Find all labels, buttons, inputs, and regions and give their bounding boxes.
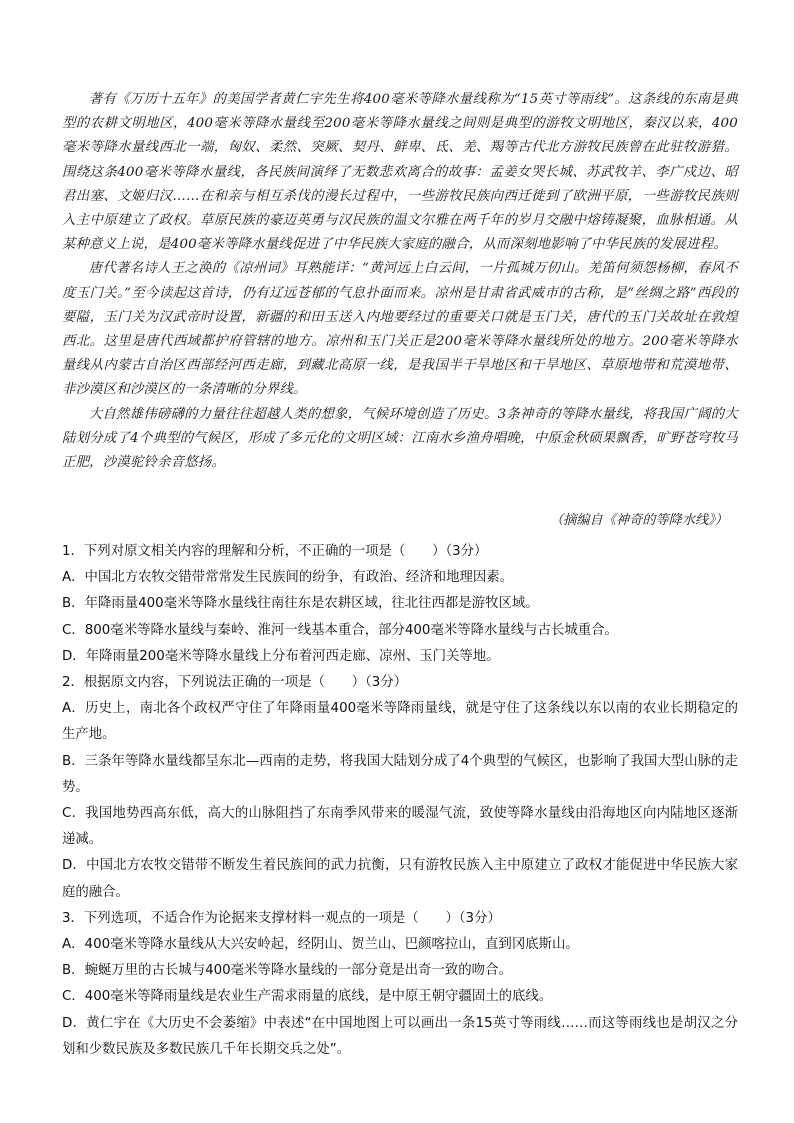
option-c: C．我国地势西高东低，高大的山脉阻挡了东南季风带来的暖湿气流，致使等降水量线由沿海地区向内陆地区逐渐递减。 [62, 806, 738, 848]
question-stem: 2．根据原文内容，下列说法正确的一项是（ ）（3分） [62, 675, 408, 691]
option-c: C．400毫米等降雨量线是农业生产需求雨量的底线，是中原王朝守疆固土的底线。 [62, 989, 553, 1005]
reading-passage [62, 88, 738, 475]
passage-paragraph-2: 唐代著名诗人王之涣的《凉州词》耳熟能详：“黄河远上白云间，一片孤城万仞山。羌笛何须怨杨柳，春风不度玉门关。”至今读起这首诗，仍有辽远苍郁的气息扑面而来。凉州是甘肃省武威市的古称，是“丝绸之路”西段的要隘，玉门关为汉武帝时设置，新疆的和田玉送入内地要经过的重要关口就是玉门关，唐代的玉门关故址在敦煌西北。这里是唐代西域都护府管辖的地方。凉州和玉门关正是200毫米等降水量线所处的地方。200毫米等降水量线从内蒙古自治区西部经河西走廊，到藏北高原一线，是我国半干旱地区和干旱地区、草原地带和荒漠地带、非沙漠区和沙漠区的一条清晰的分界线。 [62, 261, 738, 398]
option-d: D．中国北方农牧交错带不断发生着民族间的武力抗衡，只有游牧民族入主中原建立了政权才能促进中华民族大家庭的融合。 [62, 858, 738, 900]
option-a: A．400毫米等降水量线从大兴安岭起，经阴山、贺兰山、巴颜喀拉山，直到冈底斯山。 [62, 937, 579, 953]
option-b: B．蜿蜒万里的古长城与400毫米等降水量线的一部分竟是出奇一致的吻合。 [62, 963, 512, 979]
option-a: A．历史上，南北各个政权严守住了年降雨量400毫米等降雨量线，就是守住了这条线以东以南的农业长期稳定的生产地。 [62, 701, 738, 743]
option-b: B．三条年等降水量线都呈东北—西南的走势，将我国大陆划分成了4个典型的气候区，也影响了我国大型山脉的走势。 [62, 753, 738, 795]
option-a: A．中国北方农牧交错带常常发生民族间的纷争，有政治、经济和地理因素。 [62, 570, 514, 586]
passage-paragraph-3: 大自然雄伟磅礴的力量往往超越人类的想象，气候环境创造了历史。3条神奇的等降水量线，将我国广阔的大陆划分成了4个典型的气候区，形成了多元化的文明区域：江南水乡渔舟唱晚，中原金秋硕果飘香，旷野苍穹牧马正肥，沙漠驼铃余音悠扬。 [62, 406, 738, 471]
option-b: B．年降雨量400毫米等降水量线往南往东是农耕区域，往北往西都是游牧区域。 [62, 596, 539, 612]
option-d: D．年降雨量200毫米等降水量线上分布着河西走廊、凉州、玉门关等地。 [62, 648, 500, 664]
question-1 [62, 539, 738, 670]
option-d: D．黄仁宇在《大历史不会萎缩》中表述“在中国地图上可以画出一条15英寸等雨线……而这等雨线也是胡汉之分划和少数民族及多数民族几千年长期交兵之处”。 [62, 1015, 738, 1057]
question-stem: 1．下列对原文相关内容的理解和分析，不正确的一项是（ ）（3分） [62, 544, 488, 559]
question-3 [62, 906, 738, 1063]
question-stem: 3．下列选项，不适合作为论据来支撑材料一观点的一项是（ ）（3分） [62, 910, 501, 926]
question-2 [62, 670, 738, 906]
option-c: C．800毫米等降水量线与秦岭、淮河一线基本重合，部分400毫米等降水量线与古长城重合。 [62, 622, 618, 638]
passage-paragraph-1: 著有《万历十五年》的美国学者黄仁宇先生将400毫米等降水量线称为“15英寸等雨线”。这条线的东南是典型的农耕文明地区，400毫米等降水量线至200毫米等降水量线之间则是典型的游牧文明地区，秦汉以来，400毫米等降水量线西北一端，匈奴、柔然、突厥、契丹、鲜卑、氐、羌、羯等古代北方游牧民族曾在此驻牧游猎。围绕这条400毫米等降水量线，各民族间演绎了无数悲欢离合的故事：孟姜女哭长城、苏武牧羊、李广戍边、昭君出塞、文姬归汉……在和亲与相互杀伐的漫长过程中，一些游牧民族向西迁徙到了欧洲平原，一些游牧民族则入主中原建立了政权。草原民族的豪迈英勇与汉民族的温文尔雅在两千年的岁月交融中熔铸凝聚，血脉相通。从某种意义上说，是400毫米等降水量线促进了中华民族大家庭的融合，从而深刻地影响了中华民族的发展进程。 [62, 92, 738, 253]
passage-source: （摘编自《神奇的等降水线》） [549, 513, 728, 528]
question-list [62, 539, 738, 1063]
